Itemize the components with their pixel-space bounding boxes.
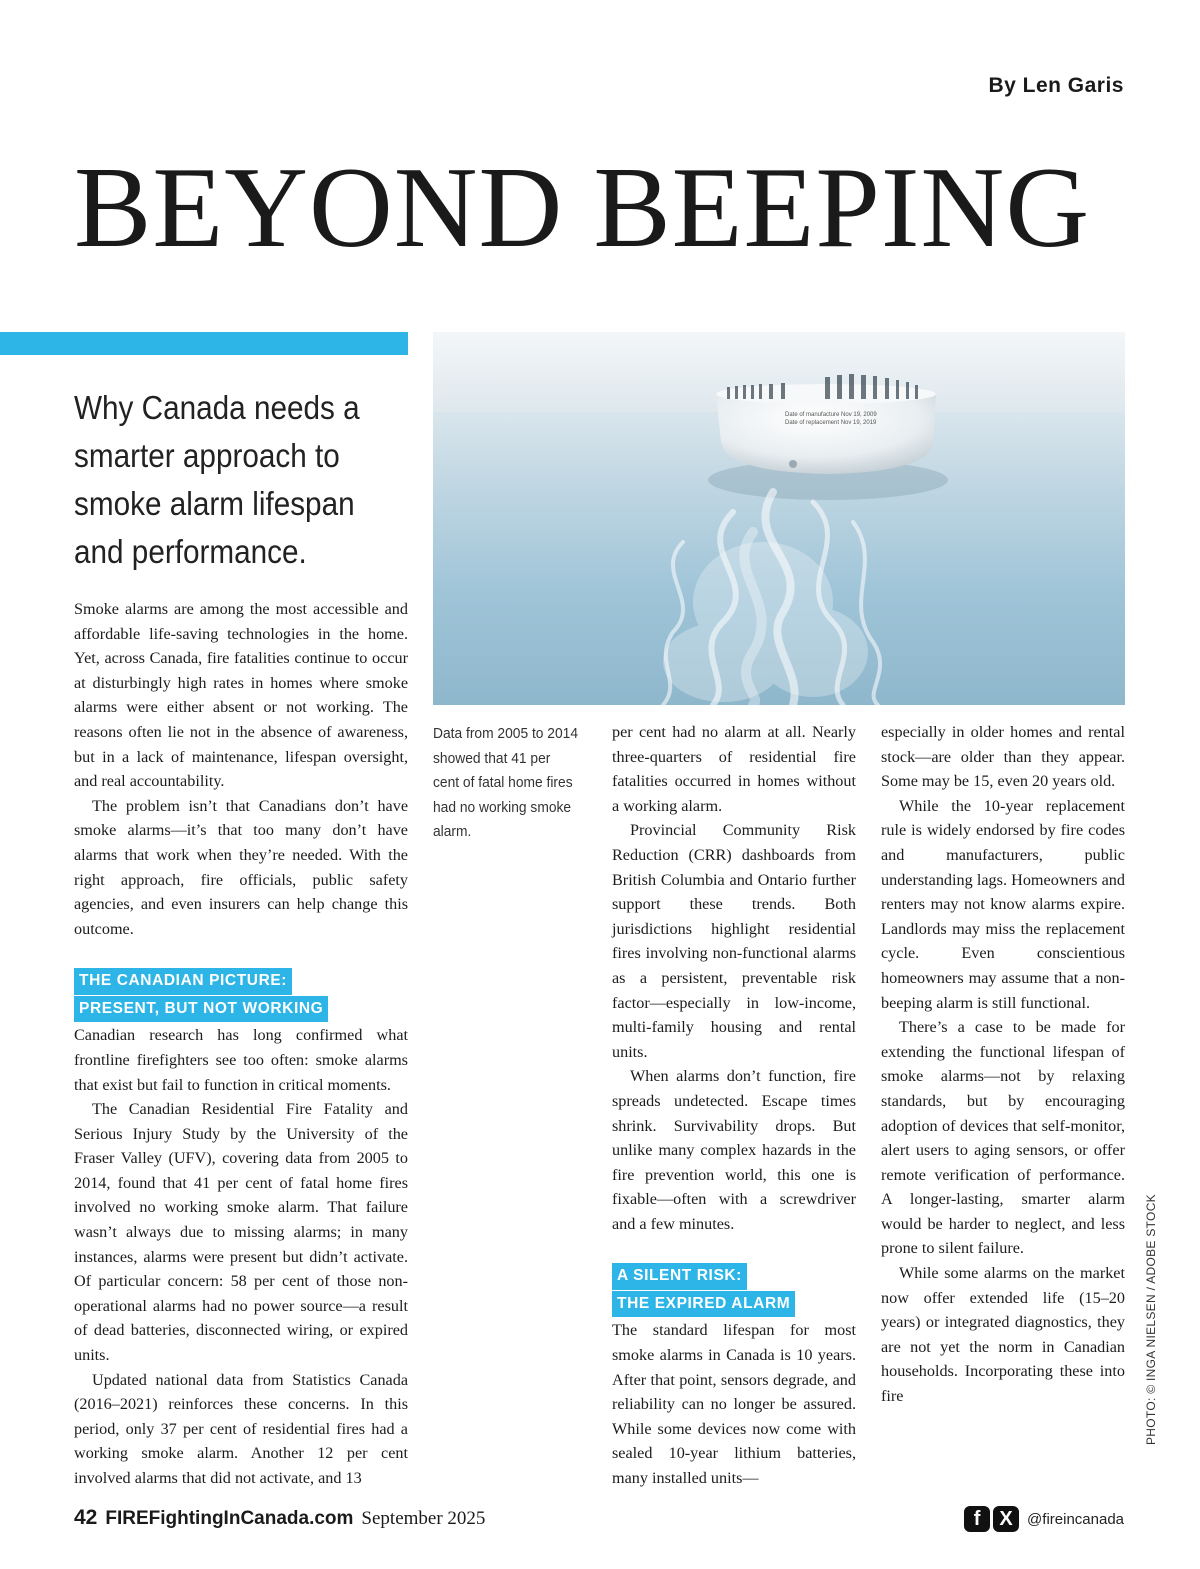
subhead-1-line-1: THE CANADIAN PICTURE: [74,968,292,995]
facebook-icon[interactable]: f [964,1506,990,1532]
subhead-2-line-1: A SILENT RISK: [612,1263,747,1290]
section1-paragraph-2: The Canadian Residential Fire Fatality and Serious Injury Study by the University of the Fraser Valley (UFV), covering data from 2005 to 2014, found that 41 per cent of fatal home fires involved no working smoke alarm. That failure wasn’t always due to missing alarms; in many instances, alarms were present but didn’t activate. Of particular concern: 58 per cent of those non-operational alarms had no power source—a result of dead batteries, disconnected wiring, or expired units. [74,1100,408,1365]
photo-caption: Data from 2005 to 2014 showed that 41 per cent of fatal home fires had no working smoke alarm. [433,725,579,841]
col3-paragraph-4: The standard lifespan for most smoke alarms in Canada is 10 years. After that point, sensors degrade, and reliability can no longer be assured. While some devices now come with sealed 10-year lithium batteries, many installed units— [612,1321,856,1488]
deck-subtitle: Why Canada needs a smarter approach to smoke alarm lifespan and performance. [74,389,360,570]
subhead-1-line-2: PRESENT, BUT NOT WORKING [74,996,328,1023]
col4-paragraph-4: While some alarms on the market now offer extended life (15–20 years) or integrated diagnostics, they are not yet the norm in Canadian households. Incorporating these into fire [881,1264,1125,1406]
section1-paragraph-1: Canadian research has long confirmed what frontline firefighters see too often: smoke alarms that exist but fail to function in critical moments. [74,1026,408,1094]
subhead-2-line-2: THE EXPIRED ALARM [612,1291,795,1318]
col4-paragraph-3: There’s a case to be made for extending the functional lifespan of smoke alarms—not by relaxing standards, but by encouraging adoption of devices that self-monitor, alert users to aging sensors, or offer remote verification of performance. A longer-lasting, smarter alarm would be harder to neglect, and less prone to silent failure. [881,1018,1125,1258]
footer-social [964,1506,1124,1532]
headline: BEYOND BEEPING [74,144,1091,272]
photo-label-line1: Date of manufacture Nov 19, 2009 [785,412,877,418]
col4-paragraph-2: While the 10-year replacement rule is widely endorsed by fire codes and manufacturers, public understanding lags. Homeowners and renters may not know alarms expire. Landlords may miss the replacement cycle. Even conscientious homeowners may assume that a non-beeping alarm is still functional. [881,796,1125,1012]
intro-paragraph-1: Smoke alarms are among the most accessible and affordable life-saving technologies in the home. Yet, across Canada, fire fatalities continue to occur at disturbingly high rates in homes where smoke alarms were either absent or not working. The reasons often lie not in the absence of awareness, but in a lack of maintenance, lifespan oversight, and real accountability. [74,600,408,791]
article-column-4 [881,720,1125,1409]
intro-paragraph-2: The problem isn’t that Canadians don’t have smoke alarms—it’s that too many don’t have alarms that work when they’re needed. With the right approach, fire officials, public safety agencies, and even insurers can help change this outcome. [74,796,408,938]
x-icon[interactable]: X [993,1506,1019,1532]
byline: By Len Garis [988,74,1124,97]
subhead-silent-risk [612,1263,856,1318]
subhead-canadian-picture [74,968,408,1023]
smoke-alarm-photo [433,332,1125,705]
footer-left [74,1506,485,1530]
issue-date: September 2025 [361,1508,486,1529]
col3-paragraph-2: Provincial Community Risk Reduction (CRR) dashboards from British Columbia and Ontario further support these trends. Both jurisdictions highlight residential fires involving non-functional alarms as a persistent, preventable risk factor—especially in low-income, multi-family housing and rental units. [612,821,856,1061]
photo-credit: PHOTO: © INGA NIELSEN / ADOBE STOCK [1144,1194,1158,1445]
social-handle[interactable]: @fireincanada [1027,1510,1124,1528]
col4-paragraph-1: especially in older homes and rental stock—are older than they appear. Some may be 15, even 20 years old. [881,723,1125,791]
photo-label-line2: Date of replacement Nov 19, 2019 [785,420,877,426]
col3-paragraph-1: per cent had no alarm at all. Nearly three-quarters of residential fire fatalities occurred in homes without a working alarm. [612,723,856,815]
article-column-1 [74,597,408,1491]
accent-bar [0,332,408,355]
site-link[interactable]: FIREFightingInCanada.com [105,1508,354,1529]
col3-paragraph-3: When alarms don’t function, fire spreads undetected. Escape times shrink. Survivability drops. But unlike many complex hazards in the fire prevention world, this one is fixable—often with a screwdriver and a few minutes. [612,1067,856,1233]
section1-paragraph-3: Updated national data from Statistics Canada (2016–2021) reinforces these concerns. In this period, only 37 per cent of residential fires had a working smoke alarm. Another 12 per cent involved alarms that did not activate, and 13 [74,1370,408,1487]
page-number: 42 [74,1506,98,1529]
article-column-3 [612,720,856,1491]
